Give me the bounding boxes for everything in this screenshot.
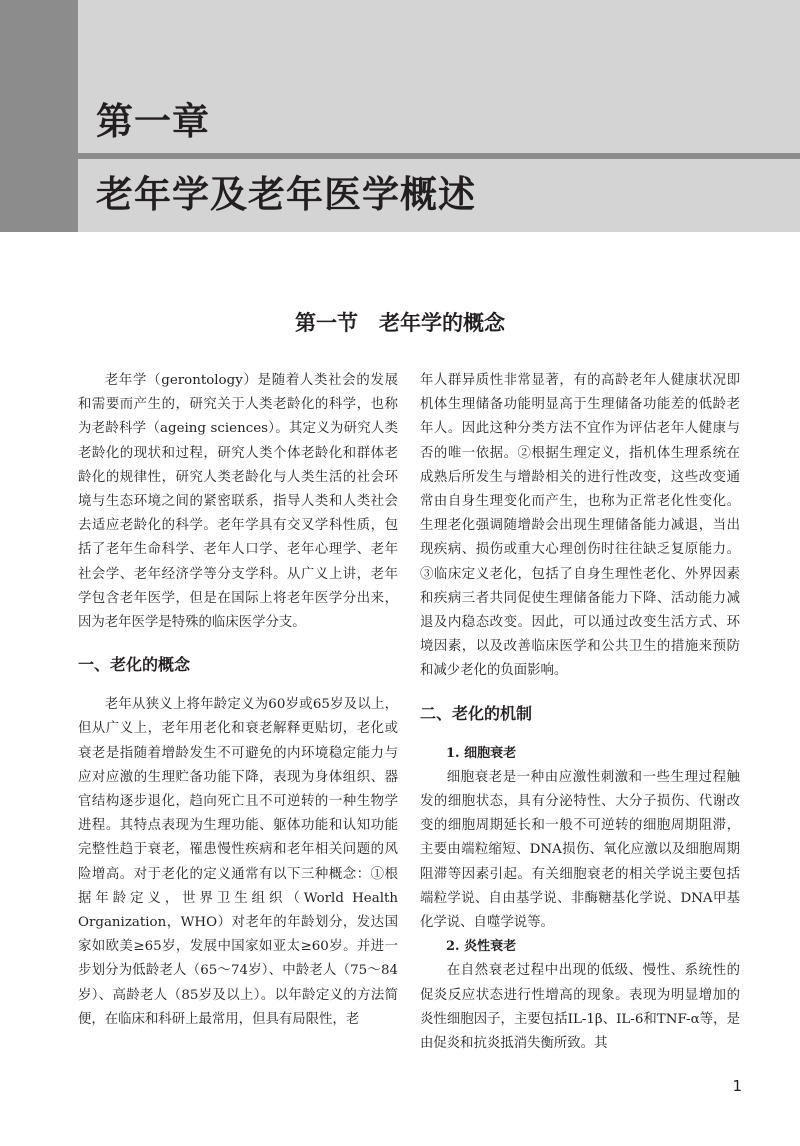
chapter-title: 老年学及老年医学概述 bbox=[96, 173, 476, 216]
cell-senescence-paragraph: 细胞衰老是一种由应激性刺激和一些生理过程触发的细胞状态，具有分泌特性、大分子损伤、代谢改变的细胞周期延长和一般不可逆转的细胞周期阻滞，主要由端粒缩短、DNA损伤、氧化应激以及细胞周期阻滞等因素引起。有关细胞衰老的相关学说主要包括端粒学说、自由基学说、非酶糖基化学说、DNA甲基化学说、自噬学说等。 bbox=[420, 769, 740, 931]
intro-paragraph: 老年学（gerontology）是随着人类社会的发展和需要而产生的，研究关于人类老龄化的科学，也称为老龄科学（ageing sciences）。其定义为研究人类老龄化的现状和过程，研究人类个体老龄化和群体老龄化的规律性，研究人类老龄化与人类生活的社会环境与生态环境之间的紧密联系，指导人类和人类社会去适应老龄化的科学。老年学具有交叉学科性质，包括了老年生命科学、老年人口学、老年心理学、老年社会学、老年经济学等分支学科。从广义上讲，老年学包含老年医学，但是在国际上将老年医学分出来，因为老年医学是特殊的临床医学分支。 bbox=[78, 373, 398, 631]
inflammaging-paragraph: 在自然衰老过程中出现的低级、慢性、系统性的促炎反应状态进行性增高的现象。表现为明显增加的炎性细胞因子，主要包括IL-1β、IL-6和TNF-α等，是由促炎和抗炎抵消失衡所致。其 bbox=[420, 963, 740, 1052]
chapter-label: 第一章 bbox=[96, 100, 210, 143]
chapter-header-rule bbox=[78, 153, 800, 159]
page-number: 1 bbox=[732, 1077, 742, 1095]
chapter-header-tab bbox=[0, 0, 78, 232]
subheading-cell-senescence: 1. 细胞衰老 bbox=[446, 745, 517, 761]
right-column bbox=[420, 369, 740, 1056]
heading-aging-mechanism: 二、老化的机制 bbox=[420, 703, 533, 723]
left-column bbox=[78, 369, 398, 1032]
heading-aging-concept: 一、老化的概念 bbox=[78, 655, 191, 675]
subheading-inflammaging: 2. 炎性衰老 bbox=[446, 939, 517, 955]
aging-concept-paragraph: 老年从狭义上将年龄定义为60岁或65岁及以上，但从广义上，老年用老化和衰老解释更贴切，老化或衰老是指随着增龄发生不可避免的内环境稳定能力与应对应激的生理贮备功能下降，表现为身体组织、器官结构逐步退化，趋向死亡且不可逆转的一种生物学进程。其特点表现为生理功能、躯体功能和认知功能完整性趋于衰老，罹患慢性疾病和老年相关问题的风险增高。对于老化的定义通常有以下三种概念：①根据年龄定义，世界卫生组织（World Health Organization，WHO）对老年的年龄划分，发达国家如欧美≥65岁，发展中国家如亚太≥60岁。并进一步划分为低龄老人（65～74岁）、中龄老人（75～84岁）、高龄老人（85岁及以上）。以年龄定义的方法简便，在临床和科研上最常用，但具有局限性，老 bbox=[78, 697, 398, 1027]
continuation-paragraph: 年人群异质性非常显著，有的高龄老年人健康状况即机体生理储备功能明显高于生理储备功能差的低龄老年人。因此这种分类方法不宜作为评估老年人健康与否的唯一依据。②根据生理定义，指机体生理系统在成熟后所发生与增龄相关的进行性改变，这些改变通常由自身生理变化而产生，也称为正常老化性变化。生理老化强调随增龄会出现生理储备能力减退，当出现疾病、损伤或重大心理创伤时往往缺乏复原能力。③临床定义老化，包括了自身生理性老化、外界因素和疾病三者共同促使生理储备能力下降、活动能力减退及内稳态改变。因此，可以通过改变生活方式、环境因素，以及改善临床医学和公共卫生的措施来预防和减少老化的负面影响。 bbox=[420, 373, 740, 679]
section-title: 第一节 老年学的概念 bbox=[295, 310, 505, 335]
